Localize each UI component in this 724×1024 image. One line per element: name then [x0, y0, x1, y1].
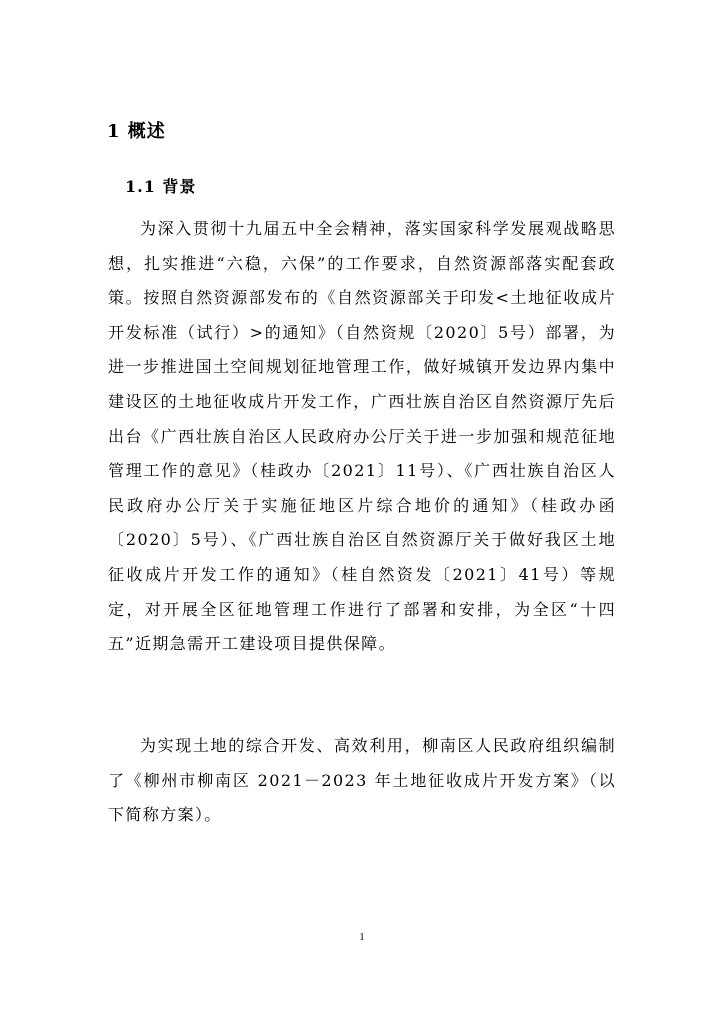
- page-number: 1: [359, 931, 365, 943]
- body-paragraph: 为深入贯彻十九届五中全会精神，落实国家科学发展观战略思想，扎实推进“六稳，六保”的工作要求，自然资源部落实配套政策。按照自然资源部发布的《自然资源部关于印发<土地征收成片开发标准（试行）>的通知》（自然资规〔2020〕5号）部署，为进一步推进国土空间规划征地管理工作，做好城镇开发边界内集中建设区的土地征收成片开发工作，广西壮族自治区自然资源厅先后出台《广西壮族自治区人民政府办公厅关于进一步加强和规范征地管理工作的意见》（桂政办〔2021〕11号）、《广西壮族自治区人民政府办公厅关于实施征地区片综合地价的通知》（桂政办函〔2020〕5号）、《广西壮族自治区自然资源厅关于做好我区土地征收成片开发工作的通知》（桂自然资发〔2021〕41号）等规定，对开展全区征地管理工作进行了部署和安排，为全区“十四五”近期急需开工建设项目提供保障。: [108, 219, 616, 654]
- subsection-heading: 1.1 背景: [125, 177, 197, 196]
- body-paragraph: 为实现土地的综合开发、高效利用，柳南区人民政府组织编制了《柳州市柳南区 2021－2023 年土地征收成片开发方案》（以下简称方案）。: [108, 736, 616, 825]
- section-heading: 1 概述: [107, 121, 166, 142]
